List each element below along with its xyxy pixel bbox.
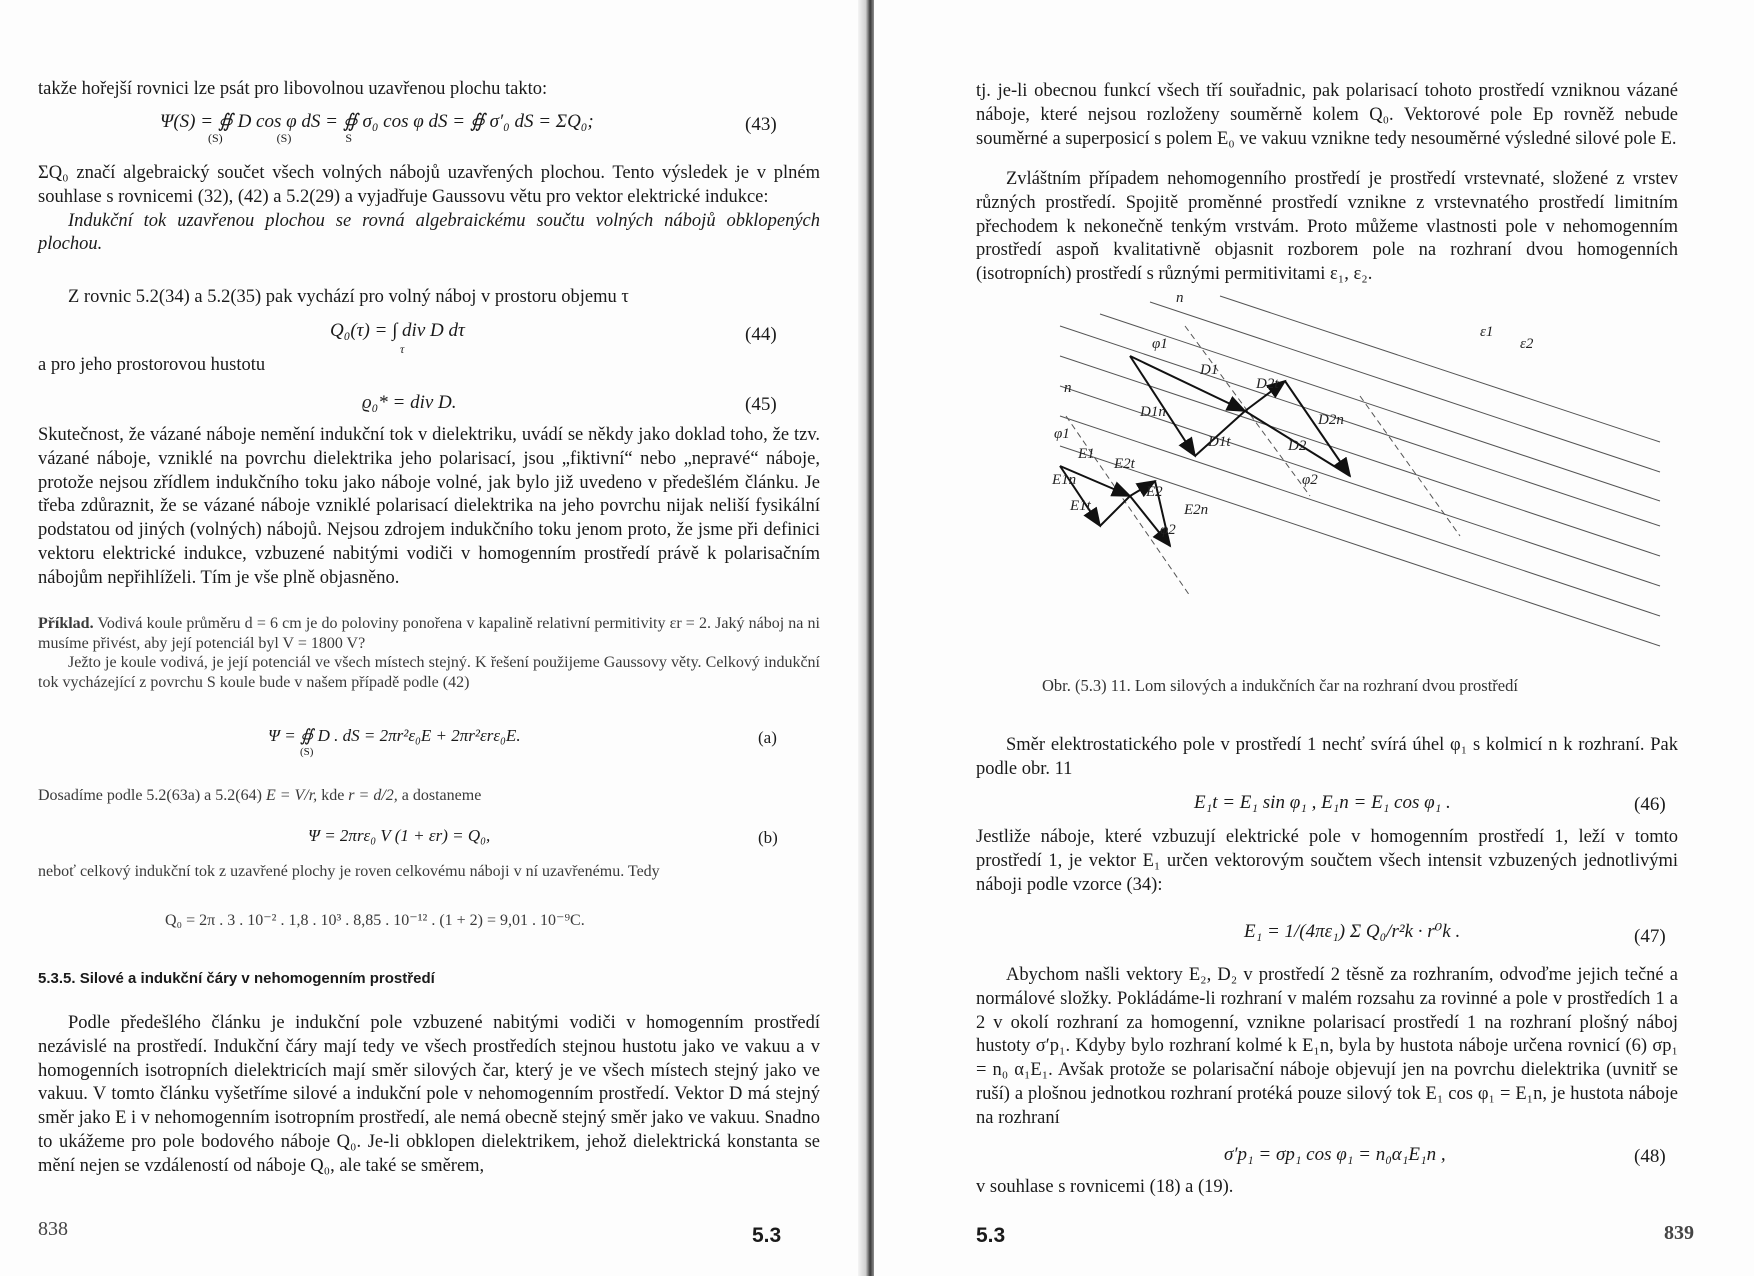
paragraph-total-charge: neboť celkový indukční tok z uzavřené plochy je roven celkovému náboji v ní uzavřenému. Tedy [38, 863, 660, 880]
equation-47-number: (47) [1634, 926, 1666, 947]
interface-line [1100, 314, 1660, 501]
gauss-theorem: Indukční tok uzavřenou plochou se rovná algebraickému součtu volných nábojů obklopených plochou. [38, 210, 820, 255]
paragraph-field-direction: Směr elektrostatického pole v prostředí 1 nechť svírá úhel φ₁ s kolmicí n k rozhraní. Pak podle obr. 11 [976, 735, 1678, 779]
substitution-line [38, 786, 820, 806]
equation-a: Ψ = ∯ D . dS = 2πr²ε₀E + 2πr²εrε₀E. [268, 726, 521, 745]
equation-45-number: (45) [745, 394, 777, 415]
section-number-left: 5.3 [752, 1224, 782, 1247]
equation-b-number: (b) [758, 828, 778, 847]
label-E2n: E2n [1184, 502, 1209, 518]
equation-43-number: (43) [745, 114, 777, 135]
label-phi2: φ2 [1302, 472, 1318, 488]
equation-44-number: (44) [745, 324, 777, 345]
paragraph-agreement: v souhlase s rovnicemi (18) a (19). [976, 1177, 1234, 1197]
label-eps1: ε1 [1480, 324, 1494, 340]
equation-45: ϱ₀* = div D. [362, 392, 457, 413]
equation-47: E₁ = 1/(4πε₁) Σ Q₀/r²k · r⁰k . [1244, 921, 1461, 942]
equation-46-number: (46) [1634, 794, 1666, 815]
substitution-kde: kde [321, 787, 345, 804]
page-number-right: 839 [1664, 1222, 1694, 1244]
label-phi1: φ1 [1152, 336, 1168, 352]
interface-line [1060, 446, 1660, 646]
paragraph-free-charge: Z rovnic 5.2(34) a 5.2(35) pak vychází pro volný náboj v prostoru objemu τ [68, 287, 629, 307]
equation-a-number: (a) [758, 728, 777, 747]
paragraph-density: a pro jeho prostorovou hustotu [38, 355, 266, 375]
section-number-right: 5.3 [976, 1224, 1006, 1247]
paragraph-components: Abychom našli vektory E₂, D₂ v prostředí 2 těsně za rozhraním, odvoďme jejich tečné a normálové složky. Pokládáme-li rozhraní v malém rozsahu za rovinné a pole v prostředích 1 a 2 v okolí rozhraní za homogenní, vznikne polarisací prostředí 1 na rozhraní plošný náboj hustoty σ′p₁. Kdyby bylo rozhraní kolmé k E₁n, byla by hustota náboje určena rovnicí (6) σp₁ = n₀ α₁E₁. Avšak protože se polarisační náboje objevují jen na povrchu dielektrika (uvnitř se ruší) a plošnou jednotkou rozhraní protéká pouze silový tok E₁ cos φ₁ = E₁n, je hustota náboje na rozhraní [976, 965, 1678, 1128]
paragraph-bound-charges: Skutečnost, že vázané náboje nemění indukční tok v dielektriku, uvádí se někdy jako doklad toho, že tzv. vázané náboje, vzniklé na povrchu dielektrika jeho polarisací, jsou „fiktivní“ nebo „nepravé“ náboje, protože nejsou zřídlem indukčního toku jako náboje volné, jak bylo již uvedeno v předešlém článku. Je třeba zdůraznit, že se vázané náboje vzniklé polarisací dielektrika na jeho povrchu nijak neliší fysikální podstatou od jiných (volných) nábojů. Nejsou zdrojem indukčního toku jenom proto, že jsme při definici vektoru elektrické indukce, vzbuzené nabitými vodiči v homogenním prostředí právě k polarisačním nábojům nepřihlíželi. Tím je vše plně objasněno. [38, 425, 820, 588]
example-block [38, 614, 820, 692]
label-eps2: ε2 [1520, 336, 1534, 352]
paragraph-gauss [38, 162, 820, 257]
page-number-left: 838 [38, 1218, 68, 1240]
paragraph-layered: Zvláštním případem nehomogenního prostředí je prostředí vrstevnaté, složené z vrstev různých prostředí. Spojitě proměnné prostředí vznikne z vrstevnatého prostředí limitním přechodem k nekonečně tenkým vrstvám. Proto můžeme vlastnosti pole v nehomogenním prostředí aspoň kvalitativně objasnit rozborem pole na rozhraní dvou homogenních (isotropních) prostředí s různými permitivitami ε₁, ε₂. [976, 169, 1678, 285]
interface-line [1220, 296, 1660, 442]
interface-lines [1060, 296, 1660, 646]
example-text: Vodivá koule průměru d = 6 cm je do poloviny ponořena v kapalině relativní permitivity εr = 2. Jaký náboj na ni musíme přivést, aby její potenciál byl V = 1800 V? [38, 615, 820, 652]
substitution-E: E = V/r, [265, 787, 318, 804]
equation-48-number: (48) [1634, 1146, 1666, 1167]
substitution-r: r = d/2, [348, 787, 398, 804]
label-D2: D2 [1288, 438, 1307, 454]
example-solution: Ježto je koule vodivá, je její potenciál ve všech místech stejný. K řešení použijeme Gaussovy věty. Celkový indukční tok vycházející z povrchu S koule bude v našem případě podle (42) [38, 654, 820, 691]
label-n-lower: n [1064, 380, 1072, 396]
paragraph-polarisation: tj. je-li obecnou funkcí všech tří souřadnic, pak polarisací tohoto prostředí vzniknou vázané náboje, které nejsou rozloženy souměrně kolem Q₀. Vektorové pole Ep rovněž nebude souměrné a superposicí s polem E₀ ve vakuu vznikne tedy nesouměrné výsledné silové pole E. [976, 81, 1678, 149]
label-D1n: D1n [1140, 404, 1166, 420]
equation-a-subscript: (S) [300, 746, 314, 758]
equation-44: Q₀(τ) = ∫ div D dτ [330, 320, 465, 341]
label-phi2-lower: φ2 [1160, 522, 1176, 538]
equation-b: Ψ = 2πrε₀ V (1 + εr) = Q₀, [308, 826, 491, 845]
interface-line [1060, 416, 1660, 616]
label-D1t: D1t [1208, 434, 1231, 450]
label-E1: E1 [1078, 446, 1095, 462]
label-D2t: D2t [1256, 376, 1279, 392]
equation-43: Ψ(S) = ∯ D cos φ dS = ∯ σ₀ cos φ dS = ∯ σ′₀ dS = ΣQ₀; [160, 111, 594, 132]
label-D1: D1 [1200, 362, 1219, 378]
paragraph-nonhomogeneous: Podle předešlého článku je indukční pole vzbuzené nabitými vodiči v homogenním prostředí nezávislé na prostředí. Indukční čáry mají tedy ve všech prostředích stejnou hustotu jako ve vakuu a v homogenních isotropních dielektricích mají směr silových čar, který je ve všech místech stejný jako ve vakuu. V tomto článku vyšetříme silové a indukční pole v nehomogenním prostředí. Vektor D má stejný směr jako E i v nehomogenním isotropním prostředí, ale nemá obecně stejný směr jako ve vakuu. Snadno to ukážeme pro pole bodového náboje Q₀. Je-li obklopen dielektrikem, jehož dielektrická konstanta se mění nejen se vzdáleností od náboje Q₀, ale také se směrem, [38, 1013, 820, 1176]
label-n: n [1176, 290, 1184, 306]
paragraph-gauss-text: ΣQ₀ značí algebraický součet všech volných nábojů uzavřených plochou. Tento výsledek je v plném souhlase s rovnicemi (32), (42) a 5.2(29) a vyjadřuje Gaussovu větu pro vektor elektrické indukce: [38, 163, 820, 207]
intro-text: takže hořejší rovnici lze psát pro libovolnou uzavřenou plochu takto: [38, 79, 548, 99]
equation-c: Q₀ = 2π . 3 . 10⁻² . 1,8 . 10³ . 8,85 . 10⁻¹² . (1 + 2) = 9,01 . 10⁻⁹C. [165, 912, 585, 929]
paragraph-vector-sum: Jestliže náboje, které vzbuzují elektrické pole v homogenním prostředí 1, leží v tomto prostředí 1, je vektor E₁ určen vektorovým součtem všech intensit vzbuzených jednotlivými náboji podle vzorce (34): [976, 827, 1678, 895]
label-phi1-lower: φ1 [1054, 426, 1070, 442]
equation-43-subscripts: (S) (S) S [208, 131, 353, 145]
equation-48: σ′p₁ = σp₁ cos φ₁ = n₀α₁E₁n , [1224, 1144, 1446, 1165]
figure-caption: Obr. (5.3) 11. Lom silových a indukčních čar na rozhraní dvou prostředí [1042, 676, 1518, 695]
substitution-post: a dostaneme [401, 787, 482, 804]
substitution-pre: Dosadíme podle 5.2(63a) a 5.2(64) [38, 787, 262, 804]
vector-D2n [1285, 381, 1350, 476]
label-D2n: D2n [1318, 412, 1344, 428]
normal-line [1185, 326, 1310, 496]
example-label: Příklad. [38, 615, 94, 632]
refraction-figure [1052, 290, 1660, 666]
label-E1t: E1t [1070, 498, 1091, 514]
section-heading: 5.3.5. Silové a indukční čáry v nehomogenním prostředí [38, 970, 435, 987]
label-E1n: E1n [1052, 472, 1077, 488]
equation-46: E₁t = E₁ sin φ₁ , E₁n = E₁ cos φ₁ . [1194, 792, 1451, 813]
equation-44-subscript: τ [400, 342, 405, 356]
left-page [0, 0, 866, 1276]
label-E2: E2 [1146, 484, 1163, 500]
vector-E1t [1100, 496, 1130, 526]
label-E2t: E2t [1114, 456, 1135, 472]
